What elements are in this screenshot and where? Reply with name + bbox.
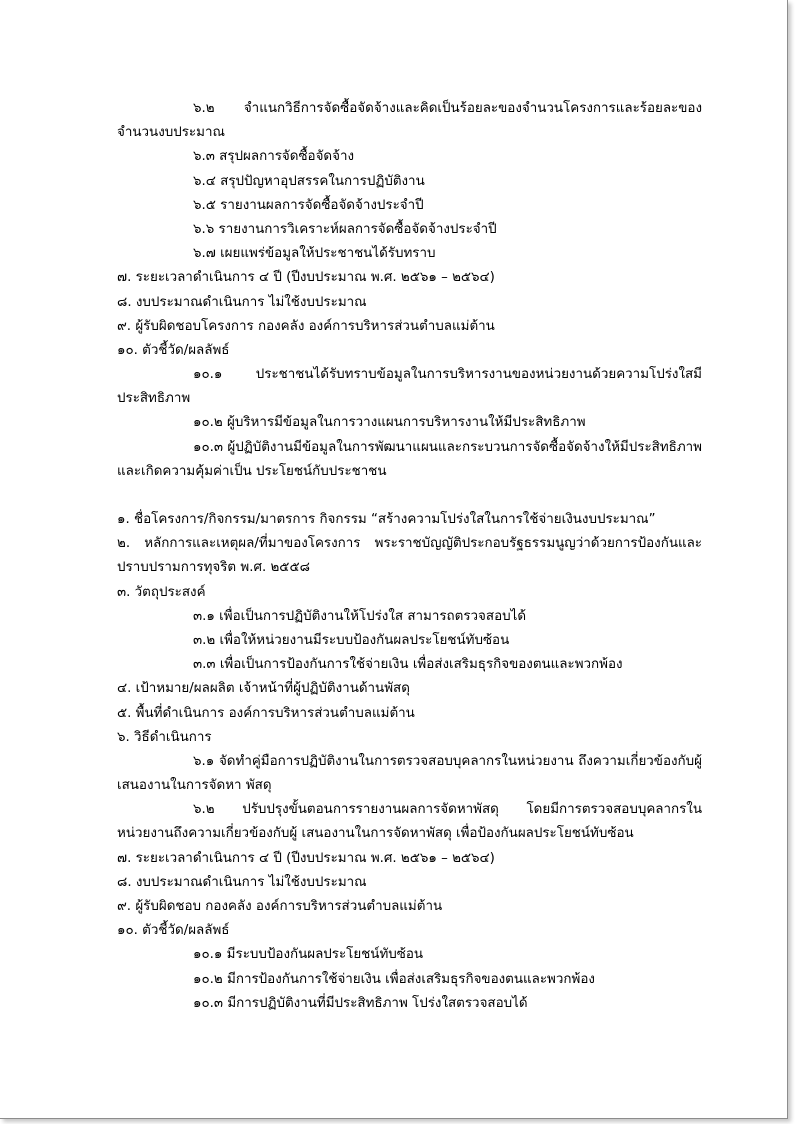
p2-method-6-1-line2: เสนองานในการจัดหา พัสดุ (117, 778, 272, 794)
p2-indicator-10-2: ๑๐.๒ มีการป้องกันการใช้จ่ายเงิน เพื่อส่งเสริมธุรกิจของตนและพวกพ้อง (193, 971, 595, 987)
p2-method-6-1-line1: ๖.๑ จัดทำคู่มือการปฏิบัติงานในการตรวจสอบบุคลากรในหน่วยงาน ถึงความเกี่ยวข้องกับผู้ (193, 753, 702, 769)
p2-target: ๔. เป้าหมาย/ผลผลิต เจ้าหน้าที่ผู้ปฏิบัติงานด้านพัสดุ (117, 681, 410, 697)
p1-item-6-4: ๖.๔ สรุปปัญหาอุปสรรคในการปฏิบัติงาน (193, 173, 425, 189)
p2-duration: ๗. ระยะเวลาดำเนินการ ๔ ปี (ปีงบประมาณ พ.ศ. ๒๕๖๑ – ๒๕๖๔) (117, 850, 495, 866)
p1-item-6-5: ๖.๕ รายงานผลการจัดซื้อจัดจ้างประจำปี (193, 197, 424, 213)
p2-indicators-heading: ๑๐. ตัวชี้วัด/ผลลัพธ์ (117, 923, 230, 939)
p2-area: ๕. พื้นที่ดำเนินการ องค์การบริหารส่วนตำบลแม่ต้าน (117, 705, 415, 721)
p2-indicator-10-1: ๑๐.๑ มีระบบป้องกันผลประโยชน์ทับซ้อน (193, 947, 424, 963)
p2-responsible: ๙. ผู้รับผิดชอบ กองคลัง องค์การบริหารส่วนตำบลแม่ต้าน (117, 899, 443, 914)
p2-project-name: ๑. ชื่อโครงการ/กิจกรรม/มาตรการ กิจกรรม “สร้างความโปร่งใสในการใช้จ่ายเงินงบประมาณ” (117, 512, 656, 527)
p2-objective-3-1: ๓.๑ เพื่อเป็นการปฏิบัติงานให้โปร่งใส สามารถตรวจสอบได้ (193, 608, 527, 624)
p1-responsible: ๙. ผู้รับผิดชอบโครงการ กองคลัง องค์การบริหารส่วนตำบลแม่ต้าน (117, 318, 495, 334)
p2-objective-3-3: ๓.๓ เพื่อเป็นการป้องกันการใช้จ่ายเงิน เพื่อส่งเสริมธุรกิจของตนและพวกพ้อง (193, 657, 623, 673)
p1-item-6-3: ๖.๓ สรุปผลการจัดซื้อจัดจ้าง (193, 149, 355, 165)
section-gap (117, 484, 702, 508)
p2-rationale-line1: ๒. หลักการและเหตุผล/ที่มาของโครงการ พระราชบัญญัติประกอบรัฐธรรมนูญว่าด้วยการป้องกันและ (117, 536, 702, 552)
p1-indicators-heading: ๑๐. ตัวชี้วัด/ผลลัพธ์ (117, 342, 230, 358)
p1-indicator-10-3-line1: ๑๐.๓ ผู้ปฏิบัติงานมีข้อมูลในการพัฒนาแผนและกระบวนการจัดซื้อจัดจ้างให้มีประสิทธิภาพ (193, 439, 702, 455)
p1-indicator-10-1-line2: ประสิทธิภาพ (117, 391, 191, 407)
p1-indicator-10-1-line1: ๑๐.๑ ประชาชนได้รับทราบข้อมูลในการบริหารงานของหน่วยงานด้วยความโปร่งใสมี (193, 367, 702, 383)
p2-method-6-2-line2: หน่วยงานถึงความเกี่ยวข้องกับผู้ เสนองานในการจัดหาพัสดุ เพื่อป้องกันผลประโยชน์ทับซ้อน (117, 826, 634, 842)
p1-duration: ๗. ระยะเวลาดำเนินการ ๔ ปี (ปีงบประมาณ พ.ศ. ๒๕๖๑ – ๒๕๖๔) (117, 270, 495, 286)
p2-objectives-heading: ๓. วัตถุประสงค์ (117, 584, 206, 600)
p1-item-6-6: ๖.๖ รายงานการวิเคราะห์ผลการจัดซื้อจัดจ้างประจำปี (193, 221, 497, 237)
p1-budget: ๘. งบประมาณดำเนินการ ไม่ใช้งบประมาณ (117, 294, 367, 310)
p1-indicator-10-3-line2: และเกิดความคุ้มค่าเป็น ประโยชน์กับประชาชน (117, 463, 387, 479)
p2-rationale-line2: ปราบปรามการทุจริต พ.ศ. ๒๕๕๘ (117, 560, 310, 576)
p1-item-6-2-line2: จำนวนงบประมาณ (117, 125, 225, 141)
p1-item-6-7: ๖.๗ เผยแพร่ข้อมูลให้ประชาชนได้รับทราบ (193, 246, 436, 262)
p1-indicator-10-2: ๑๐.๒ ผู้บริหารมีข้อมูลในการวางแผนการบริหารงานให้มีประสิทธิภาพ (193, 415, 586, 431)
p2-objective-3-2: ๓.๒ เพื่อให้หน่วยงานมีระบบป้องกันผลประโยชน์ทับซ้อน (193, 632, 510, 648)
p2-indicator-10-3: ๑๐.๓ มีการปฏิบัติงานที่มีประสิทธิภาพ โปร่งใสตรวจสอบได้ (193, 995, 528, 1011)
p2-budget: ๘. งบประมาณดำเนินการ ไม่ใช้งบประมาณ (117, 874, 367, 890)
p2-method-6-2-line1: ๖.๒ ปรับปรุงขั้นตอนการรายงานผลการจัดหาพัสดุ โดยมีการตรวจสอบบุคลากรใน (193, 802, 702, 818)
document-body (117, 97, 702, 1016)
p2-method-heading: ๖. วิธีดำเนินการ (117, 729, 212, 745)
p1-item-6-2-line1: ๖.๒ จำแนกวิธีการจัดซื้อจัดจ้างและคิดเป็นร้อยละของจำนวนโครงการและร้อยละของ (193, 101, 702, 116)
